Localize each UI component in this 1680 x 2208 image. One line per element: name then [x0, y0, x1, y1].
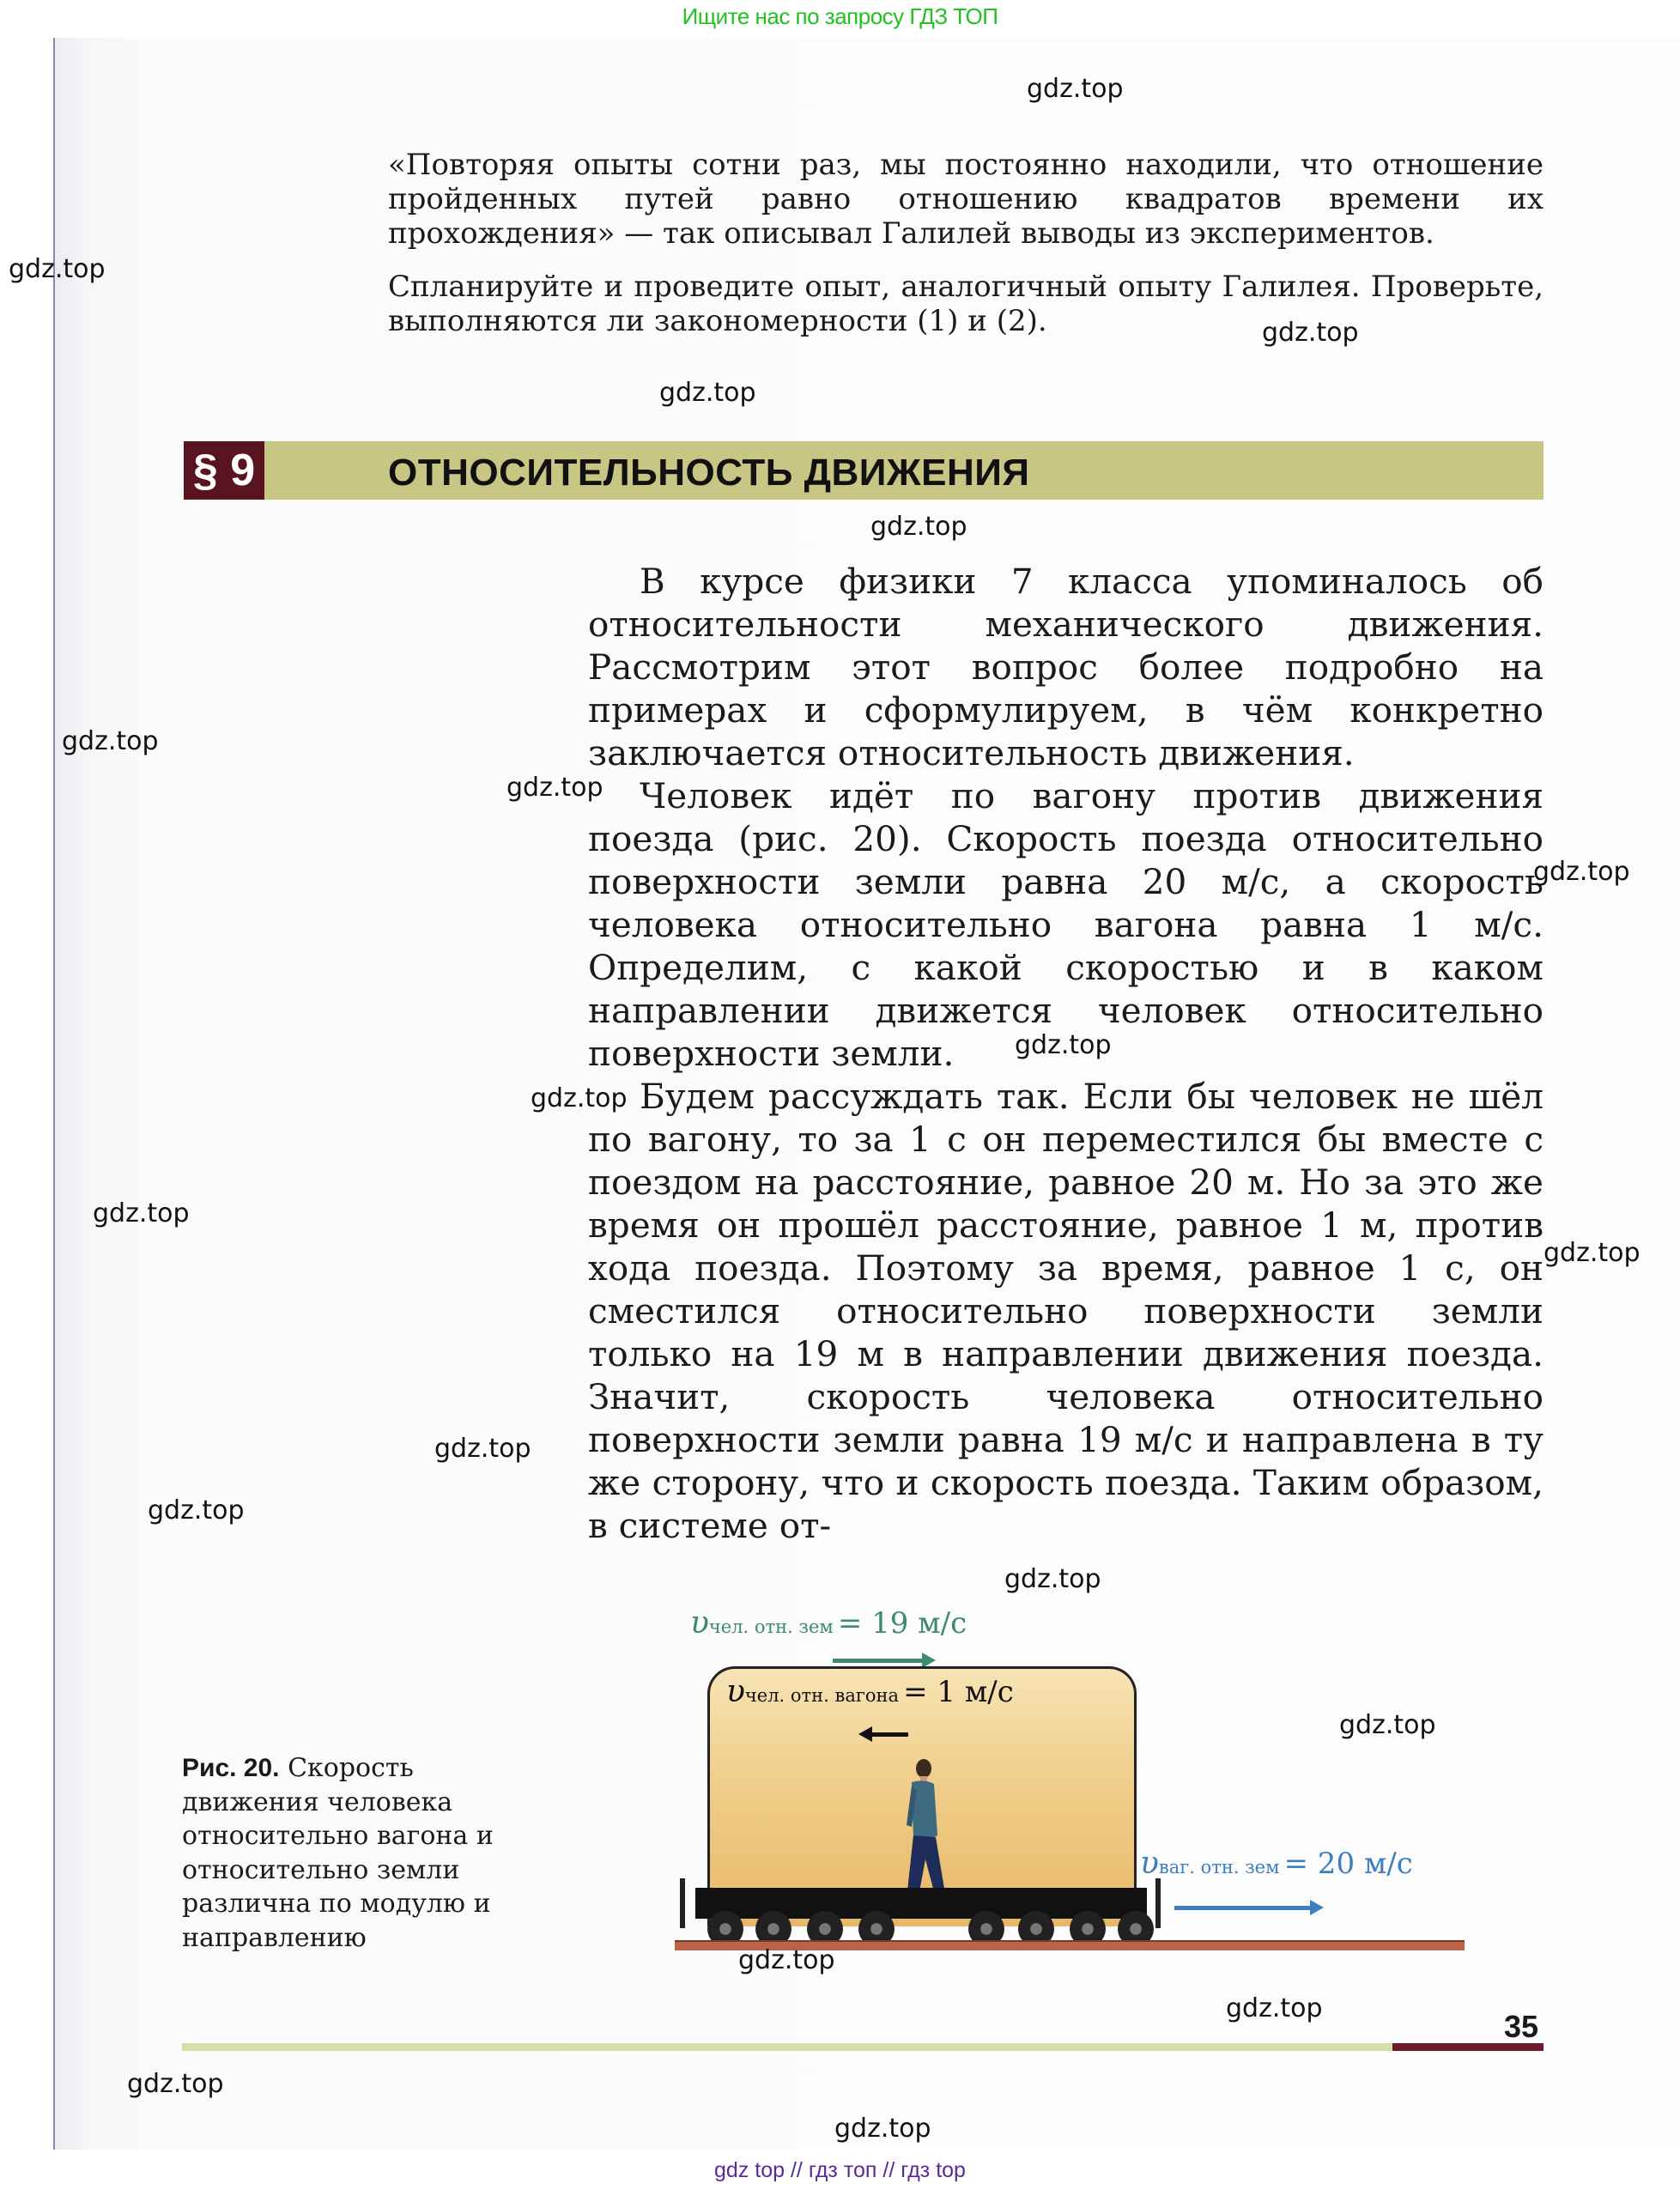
- section-title: ОТНОСИТЕЛЬНОСТЬ ДВИЖЕНИЯ: [388, 452, 1030, 494]
- coupler-left: [680, 1878, 685, 1928]
- coupler-right: [1155, 1878, 1161, 1928]
- figure-caption: [182, 1751, 543, 1955]
- arrow-left-black-icon: [870, 1732, 908, 1737]
- section-header: [184, 441, 1544, 500]
- watermark: gdz.top: [148, 1495, 245, 1526]
- watermark: gdz.top: [93, 1198, 190, 1228]
- label-person-vs-car: υчел. отн. вагона = 1 м/с: [726, 1674, 1014, 1709]
- paragraph: Человек идёт по вагону против движения поезда (рис. 20). Скорость поезда относительно поверхности земли равна 20 м/с, а скорость человека относительно вагона равна 1 м/с. Определим, с какой скоростью и в каком направлении движется человек относительно поверхности земли.: [588, 775, 1544, 1074]
- watermark: gdz.top: [1262, 318, 1359, 348]
- intro-block: [388, 148, 1544, 357]
- watermark: gdz.top: [834, 2114, 931, 2144]
- experiment-task: Спланируйте и проведите опыт, аналогичный опыту Галилея. Проверьте, выполняются ли закономерности (1) и (2).: [388, 270, 1544, 338]
- page-spine-edge: [53, 38, 55, 2150]
- watermark: gdz.top: [434, 1434, 531, 1464]
- arrow-right-green-icon: [833, 1659, 924, 1663]
- watermark: gdz.top: [1027, 74, 1124, 104]
- page-number: 35: [1504, 2009, 1539, 2044]
- label-person-vs-ground: υчел. отн. зем = 19 м/с: [690, 1605, 967, 1641]
- paragraph: В курсе физики 7 класса упоминалось об относительности механического движения. Рассмотрим этот вопрос более подробно на примерах и сформулируем, в чём конкретно заключается относительность движения.: [588, 561, 1544, 773]
- watermark: gdz.top: [127, 2069, 224, 2099]
- footer-rule: [182, 2043, 1392, 2051]
- galileo-quote: «Повторяя опыты сотни раз, мы постоянно находили, что отношение пройденных путей равно отношению квадратов времени их прохождения» — так описывал Галилей выводы из экспериментов.: [388, 148, 1544, 251]
- watermark: gdz.top: [1226, 1993, 1323, 2023]
- watermark: gdz.top: [9, 254, 106, 284]
- watermark: gdz.top: [738, 1945, 835, 1975]
- caption-text: Скорость движения человека относительно вагона и относительно земли различна по модулю и направлению: [182, 1753, 494, 1953]
- section-number: § 9: [184, 441, 264, 500]
- watermark: gdz.top: [62, 726, 159, 756]
- watermark: gdz.top: [1339, 1710, 1436, 1740]
- watermark: gdz.top: [870, 512, 967, 542]
- watermark: gdz.top: [1015, 1030, 1112, 1060]
- arrow-right-blue-icon: [1174, 1906, 1312, 1910]
- figure-20: [670, 1588, 1477, 1949]
- paragraph: Будем рассуждать так. Если бы человек не шёл по вагону, то за 1 с он переместился бы вместе с поездом на расстояние, равное 20 м. Но за это же время он прошёл расстояние, равное 1 м, против хода поезда. Поэтому за время, равное 1 с, он сместился относительно поверхности земли только на 19 м в направлении движения поезда. Значит, скорость человека относительно поверхности земли равна 19 м/с и направлена в ту же сторону, что и скорость поезда. Таким образом, в системе от-: [588, 1076, 1544, 1546]
- watermark: gdz.top: [659, 378, 756, 408]
- watermark: gdz.top: [531, 1083, 628, 1113]
- watermark: gdz.top: [1004, 1564, 1101, 1594]
- watermark: gdz.top: [1544, 1238, 1641, 1268]
- top-banner[interactable]: Ищите нас по запросу ГДЗ ТОП: [682, 3, 998, 29]
- caption-label: Рис. 20.: [182, 1754, 280, 1782]
- footer-links[interactable]: gdz top // гдз топ // гдз top: [714, 2158, 966, 2182]
- watermark: gdz.top: [1533, 857, 1630, 887]
- label-car-vs-ground: υваг. отн. зем = 20 м/с: [1140, 1846, 1413, 1881]
- watermark: gdz.top: [506, 773, 603, 803]
